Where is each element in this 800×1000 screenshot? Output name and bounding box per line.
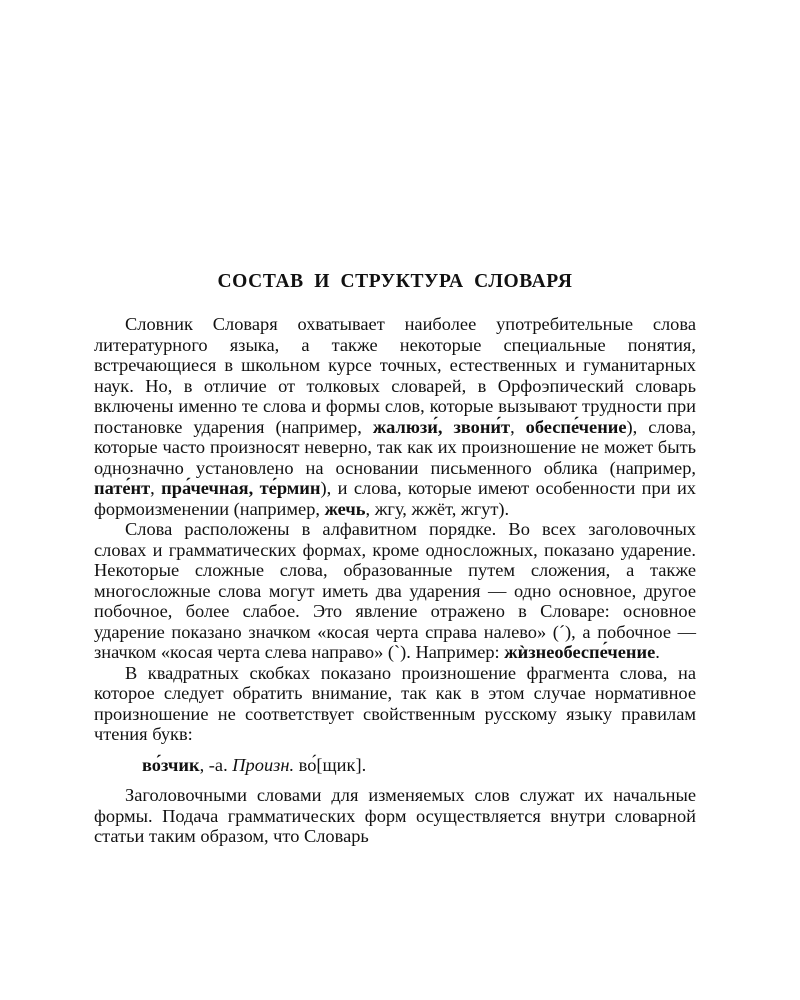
paragraph-text: , bbox=[150, 478, 162, 498]
paragraph-text: , жгу, жжёт, жгут). bbox=[365, 498, 510, 519]
paragraph-text: ), слова, которые часто произносят неверно, так как их произношение не может быть однозначно установлено на основании письменного облика (например, bbox=[94, 416, 696, 478]
example-headword: во́зчик bbox=[142, 754, 200, 775]
example-word: жечь bbox=[324, 498, 366, 519]
paragraph-text: Словник Словаря охватывает наиболее употребительные слова литературного языка, а также некоторые специальные понятия, встречающиеся в школьном курсе точных, естественных и гуманитарных наук. Но, в отличие от толковых словарей, в Орфоэпический словарь включены именно те слова и формы слов, которые вызывают трудности при постановке ударения (например, bbox=[94, 314, 696, 437]
example-word: обеспе́чение bbox=[525, 416, 627, 437]
document-page bbox=[94, 270, 696, 847]
example-word: жѝзнеобеспе́чение bbox=[504, 642, 656, 662]
paragraph-forms: Заголовочными словами для изменяемых слов служат их начальные формы. Подача грамматических форм осуществляется внутри словарной статьи таким образом, что Словарь bbox=[94, 785, 696, 846]
paragraph-text: ), и слова, которые имеют особенности при их формоизменении (например, bbox=[94, 478, 696, 519]
example-word: пра́чечная, те́рмин bbox=[161, 478, 321, 498]
paragraph-text: , bbox=[510, 416, 526, 437]
paragraph-pronunciation: В квадратных скобках показано произношение фрагмента слова, на которое следует обратить внимание, так как в этом случае нормативное произношение не соответствует свойственным русскому языку правилам чтения букв: bbox=[94, 662, 696, 744]
paragraph-text: Слова расположены в алфавитном порядке. Во всех заголовочных словах и грамматических формах, кроме односложных, показано ударение. Некоторые сложные слова, образованные путем сложения, а также многосложные слова могут иметь два ударения — одно основное, другое побочное, более слабое. Это явление отражено в Словаре: основное ударение показано значком «косая черта справа налево» (´), а побочное — значком «косая черта слева направо» (`). Например: bbox=[94, 519, 696, 662]
example-ending: , -а. bbox=[199, 754, 233, 775]
example-word: жалюзи́, звони́т bbox=[372, 416, 511, 437]
paragraph-wordlist bbox=[94, 314, 696, 519]
example-label: Произн. bbox=[232, 754, 295, 775]
example-pronunciation: во́[щик]. bbox=[294, 754, 367, 775]
dictionary-example bbox=[94, 755, 696, 776]
paragraph-stress bbox=[94, 519, 696, 663]
page-title: СОСТАВ И СТРУКТУРА СЛОВАРЯ bbox=[217, 271, 573, 292]
paragraph-text: . bbox=[655, 642, 660, 662]
example-word: пате́нт bbox=[94, 478, 151, 498]
